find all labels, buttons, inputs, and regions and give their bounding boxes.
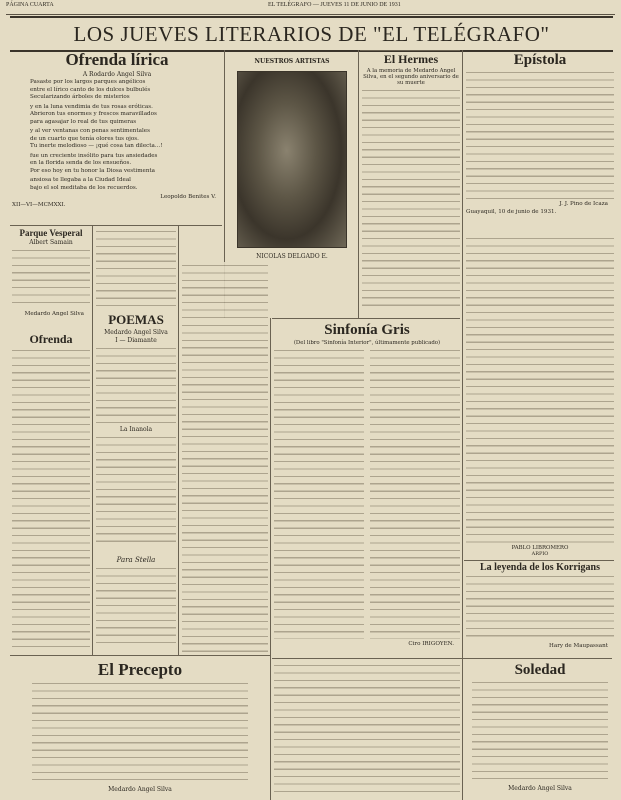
article-text bbox=[466, 573, 614, 641]
verse-line: ansiosa te llegaba a la Ciudad Ideal bbox=[30, 177, 131, 183]
right-column-text bbox=[466, 235, 614, 545]
section-rule bbox=[10, 655, 270, 656]
para-stella-article bbox=[96, 555, 176, 653]
photo-continuation-text bbox=[182, 262, 268, 318]
poem-columns bbox=[274, 347, 460, 639]
section-rule bbox=[10, 225, 222, 226]
verse-line: de un cuarto que tenía olores tus ojos. bbox=[30, 135, 139, 142]
column-rule bbox=[92, 225, 93, 655]
article-text bbox=[96, 345, 176, 425]
running-head bbox=[6, 2, 615, 15]
poem-verses bbox=[472, 679, 608, 779]
section-rule bbox=[464, 560, 614, 561]
article-text bbox=[466, 69, 614, 199]
el-precepto-article bbox=[12, 660, 268, 798]
author-role: ARPIO bbox=[531, 551, 549, 557]
column-rule bbox=[178, 225, 179, 655]
signature: Ciro IRIGOYEN. bbox=[408, 641, 454, 647]
section-rule bbox=[272, 658, 612, 659]
signature: Medardo Angel Silva bbox=[24, 311, 84, 317]
article-text bbox=[466, 235, 614, 545]
article-title: Sinfonía Gris bbox=[324, 322, 410, 338]
footer-date: XII—VI—MCMXXI. bbox=[12, 202, 66, 208]
verse-line: entre el lírico canto de los dulces bulbulés bbox=[30, 86, 151, 93]
article-title: El Hermes bbox=[383, 52, 439, 66]
soledad-article bbox=[466, 662, 614, 798]
article-title: La leyenda de los Korrigans bbox=[479, 562, 600, 573]
article-title: Ofrenda bbox=[29, 332, 73, 346]
masthead-banner bbox=[10, 16, 613, 52]
ofrenda-article bbox=[12, 332, 90, 652]
verse-line: Tu inerte melodioso — ¡qué cosa tan dilecta...! bbox=[30, 143, 163, 149]
running-head-left: PÁGINA CUARTA bbox=[6, 2, 54, 8]
article-title: El Precepto bbox=[97, 660, 183, 679]
poem-verses bbox=[12, 79, 222, 192]
section-heading: I — Diamante bbox=[115, 337, 157, 344]
article-title: Ofrenda lírica bbox=[65, 50, 169, 69]
section-rule bbox=[360, 50, 460, 51]
article-title: POEMAS bbox=[108, 312, 164, 327]
signature: Medardo Angel Silva bbox=[508, 785, 572, 792]
signature: Leopoldo Benites V. bbox=[160, 194, 216, 200]
column-rule bbox=[462, 50, 463, 800]
author: Albert Samain bbox=[29, 239, 73, 246]
verse-line: Abrieron tus enormes y frescos maravillados bbox=[30, 111, 157, 117]
signature: Medardo Angel Silva bbox=[108, 786, 172, 793]
column-rule bbox=[358, 50, 359, 318]
ofrenda-lirica-article bbox=[12, 50, 222, 223]
author-name: PABLO LIBROMERO bbox=[511, 545, 569, 551]
poem-column bbox=[370, 347, 460, 639]
article-text bbox=[362, 87, 460, 307]
article-text bbox=[12, 247, 90, 309]
verse-line: Secularizando árboles de misterios bbox=[30, 94, 130, 100]
article-title: Parque Vesperal bbox=[19, 228, 83, 238]
article-text bbox=[274, 662, 460, 798]
epistola-article bbox=[466, 52, 614, 232]
article-subtitle: A la memoria de Medardo Angel Silva, en el segundo aniversario de su muerte bbox=[363, 68, 459, 86]
section-title: NUESTROS ARTISTAS bbox=[254, 58, 330, 65]
dateline: Guayaquil, 10 de junio de 1931. bbox=[466, 209, 557, 215]
running-head-center: EL TELÉGRAFO — JUEVES 11 DE JUNIO DE 1931 bbox=[267, 2, 401, 8]
verse-line: y al ver ventanas con penas sentimentales bbox=[30, 128, 150, 134]
section-heading: La Inanola bbox=[119, 426, 153, 433]
verse-line: fue un creciente insólito para tus ansiedades bbox=[30, 152, 158, 159]
continuation-text bbox=[274, 662, 460, 798]
verse-line: bajo el sol meditaba de los recuerdos. bbox=[30, 184, 138, 191]
article-text bbox=[12, 347, 90, 647]
article-title: Epístola bbox=[513, 52, 567, 68]
article-text bbox=[96, 228, 176, 308]
verse-line: Por eso hoy en tu honor la Diosa vestimenta bbox=[30, 167, 156, 174]
article-subtitle: (Del libro "Sinfonía Interior", últimamente publicado) bbox=[293, 340, 441, 346]
article-text bbox=[182, 262, 268, 318]
portrait-photo bbox=[237, 71, 347, 248]
verse-line: en la florida senda de los ensueños. bbox=[30, 160, 132, 166]
poem-verses bbox=[32, 680, 248, 780]
parque-vesperal-article bbox=[12, 228, 90, 328]
signature: Hary de Maupassant bbox=[548, 643, 608, 649]
el-hermes-article bbox=[362, 52, 460, 316]
leyenda-article bbox=[466, 562, 614, 657]
dagoberto-signature bbox=[466, 545, 614, 559]
verse-line: y en la luna vendimia de tus rosas eróticas. bbox=[30, 103, 153, 110]
article-text bbox=[182, 322, 268, 652]
sinfonia-gris-article bbox=[274, 322, 460, 656]
article-title: Soledad bbox=[514, 662, 566, 678]
page-title: LOS JUEVES LITERARIOS DE "EL TELÉGRAFO" bbox=[73, 21, 550, 46]
article-text bbox=[96, 565, 176, 647]
column-rule bbox=[270, 318, 271, 800]
middle-text bbox=[96, 228, 176, 308]
signature: J. J. Pino de Icaza bbox=[559, 201, 608, 207]
poemas-article bbox=[96, 312, 176, 552]
verse-line: Pasaste por los largos parques angélicos bbox=[30, 79, 146, 85]
center-column-text bbox=[182, 322, 268, 652]
author: Medardo Angel Silva bbox=[104, 329, 168, 336]
section-rule bbox=[272, 318, 460, 319]
verse-line: para agasajar lo real de tus quimeras bbox=[30, 118, 137, 125]
dedication: A Rodardo Angel Silva bbox=[82, 71, 152, 78]
article-text bbox=[96, 434, 176, 544]
article-title: Para Stella bbox=[116, 556, 156, 564]
poem-column bbox=[274, 347, 364, 639]
photo-caption: NICOLAS DELGADO E. bbox=[256, 253, 328, 260]
